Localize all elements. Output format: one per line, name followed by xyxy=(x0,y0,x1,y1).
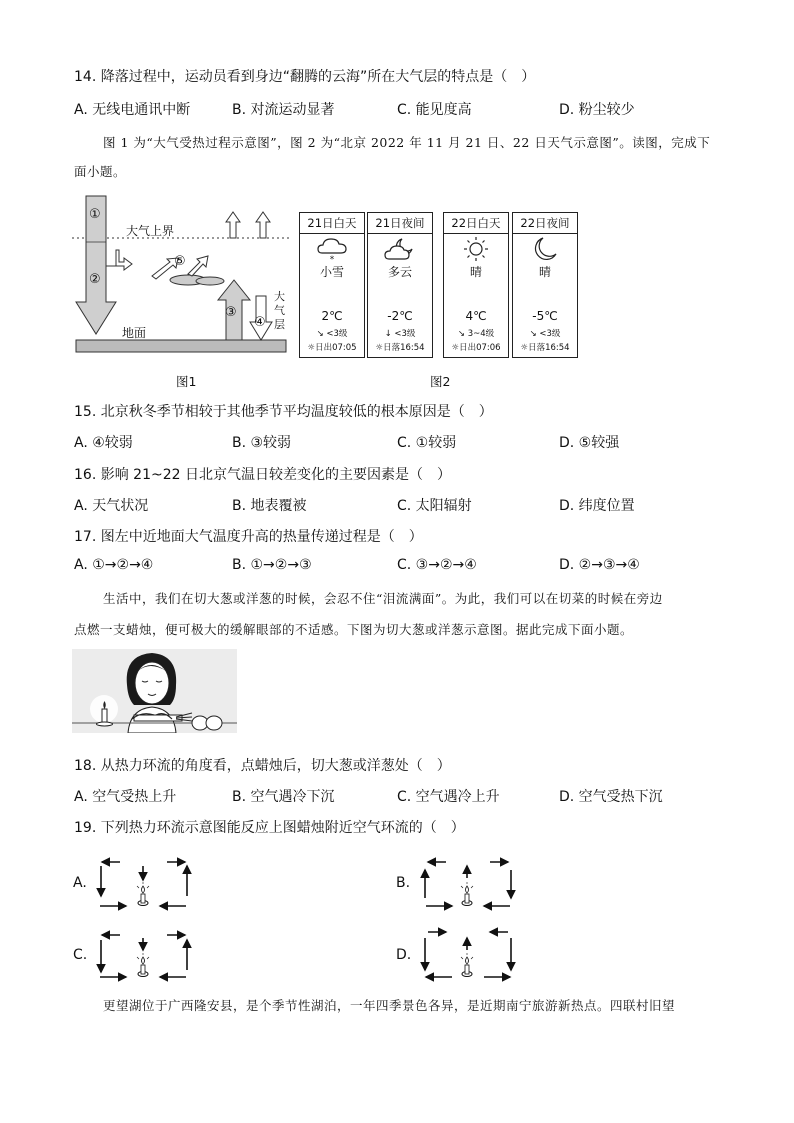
sun-time: 日落16:54 xyxy=(528,343,570,353)
wind-level: 3~4级 xyxy=(467,329,495,339)
label-atmosphere: 大气层 xyxy=(274,290,285,331)
wind-level: <3级 xyxy=(394,329,416,339)
q19-option-c-label: C. xyxy=(73,947,88,963)
card-title: 21日白天 xyxy=(307,216,357,230)
intro-paragraph-1-line-2: 面小题。 xyxy=(74,164,127,179)
wind-arrow-icon: ↘ xyxy=(529,329,540,339)
sun-glyph-icon: ☼ xyxy=(451,343,460,353)
candle-icon-a xyxy=(137,882,149,906)
q14-option-c: C. 能见度高 xyxy=(397,102,472,118)
question-14-stem: 14. 降落过程中，运动员看到身边“翻腾的云海”所在大气层的特点是（ ） xyxy=(74,69,536,85)
label-ground: 地面 xyxy=(122,326,147,340)
q17-option-b: B. ①→②→③ xyxy=(232,557,312,573)
label-upper-boundary: 大气上界 xyxy=(126,224,175,238)
sunset-glyph-icon: ☼ xyxy=(520,343,529,353)
question-18-stem: 18. 从热力环流的角度看，点蜡烛后，切大葱或洋葱处（ ） xyxy=(74,758,451,774)
q15-option-d: D. ⑤较强 xyxy=(559,435,620,451)
wind-level: <3级 xyxy=(326,329,348,339)
q19-option-a-label: A. xyxy=(73,875,87,891)
sun-time: 日出07:06 xyxy=(459,343,501,353)
wind-arrow-icon: ↘ xyxy=(457,329,468,339)
q14-option-a: A. 无线电通讯中断 xyxy=(74,102,191,118)
intro-paragraph-3-line-1: 更望湖位于广西隆安县，是个季节性湖泊，一年四季景色各异，是近期南宁旅游新热点。四联村旧望 xyxy=(103,998,676,1013)
card-weather: 晴 xyxy=(538,265,551,279)
card-temperature: 4℃ xyxy=(465,309,487,323)
wind-arrow-icon: ↘ xyxy=(316,329,327,339)
sun-glyph-icon: ☼ xyxy=(307,343,316,353)
q14-option-b: B. 对流运动显著 xyxy=(232,102,335,118)
candle-icon-d xyxy=(461,953,473,977)
card-temperature: -2℃ xyxy=(387,309,413,323)
q18-option-c: C. 空气遇冷上升 xyxy=(397,789,500,805)
sun-time: 日出07:05 xyxy=(315,343,357,353)
label-number-3: ③ xyxy=(225,305,237,320)
q18-option-b: B. 空气遇冷下沉 xyxy=(232,789,335,805)
card-title: 22日白天 xyxy=(451,216,501,230)
label-number-5: ⑤ xyxy=(174,254,186,269)
wind-arrow-icon: ↓ xyxy=(384,329,395,339)
sun-time: 日落16:54 xyxy=(383,343,425,353)
card-weather: 晴 xyxy=(469,265,482,279)
sunset-glyph-icon: ☼ xyxy=(375,343,384,353)
q19-option-b-label: B. xyxy=(396,875,411,891)
q15-option-a: A. ④较弱 xyxy=(74,435,133,451)
q18-option-d: D. 空气受热下沉 xyxy=(559,789,663,805)
q17-option-a: A. ①→②→④ xyxy=(74,557,154,573)
q14-option-d: D. 粉尘较少 xyxy=(559,102,635,118)
candle-icon-b xyxy=(461,882,473,906)
label-number-2: ② xyxy=(89,272,101,287)
intro-paragraph-2-line-1: 生活中，我们在切大葱或洋葱的时候，会忍不住“泪流满面”。为此，我们可以在切菜的时候在旁边 xyxy=(103,591,663,606)
q16-option-d: D. 纬度位置 xyxy=(559,498,635,514)
card-temperature: -5℃ xyxy=(532,309,558,323)
card-title: 21日夜间 xyxy=(375,216,425,230)
question-17-stem: 17. 图左中近地面大气温度升高的热量传递过程是（ ） xyxy=(74,529,423,545)
q19-option-d-label: D. xyxy=(396,947,412,963)
question-15-stem: 15. 北京秋冬季节相较于其他季节平均温度较低的根本原因是（ ） xyxy=(74,404,493,420)
card-title: 22日夜间 xyxy=(520,216,570,230)
candle-icon-c xyxy=(137,953,149,977)
card-weather: 小雪 xyxy=(319,265,344,279)
question-19-stem: 19. 下列热力环流示意图能反应上图蜡烛附近空气环流的（ ） xyxy=(74,820,465,836)
wind-level: <3级 xyxy=(539,329,561,339)
card-temperature: 2℃ xyxy=(321,309,343,323)
figure-1-caption: 图1 xyxy=(176,374,197,389)
intro-paragraph-2-line-2: 点燃一支蜡烛，便可极大的缓解眼部的不适感。下图为切大葱或洋葱示意图。据此完成下面小题。 xyxy=(74,622,634,637)
q16-option-c: C. 太阳辐射 xyxy=(397,498,472,514)
q17-option-d: D. ②→③→④ xyxy=(559,557,640,573)
label-number-4: ④ xyxy=(254,315,266,330)
figure-2-caption: 图2 xyxy=(430,374,451,389)
q16-option-b: B. 地表覆被 xyxy=(232,498,307,514)
intro-paragraph-1-line-1: 图 1 为“大气受热过程示意图”，图 2 为“北京 2022 年 11 月 21 日、22 日天气示意图”。读图，完成下 xyxy=(103,135,711,150)
q15-option-c: C. ①较弱 xyxy=(397,435,457,451)
card-weather: 多云 xyxy=(387,265,412,279)
q16-option-a: A. 天气状况 xyxy=(74,498,149,514)
svg-text:*: * xyxy=(329,255,335,263)
q15-option-b: B. ③较弱 xyxy=(232,435,292,451)
q17-option-c: C. ③→②→④ xyxy=(397,557,477,573)
label-number-1: ① xyxy=(89,207,101,222)
q18-option-a: A. 空气受热上升 xyxy=(74,789,177,805)
question-16-stem: 16. 影响 21~22 日北京气温日较差变化的主要因素是（ ） xyxy=(74,467,451,483)
